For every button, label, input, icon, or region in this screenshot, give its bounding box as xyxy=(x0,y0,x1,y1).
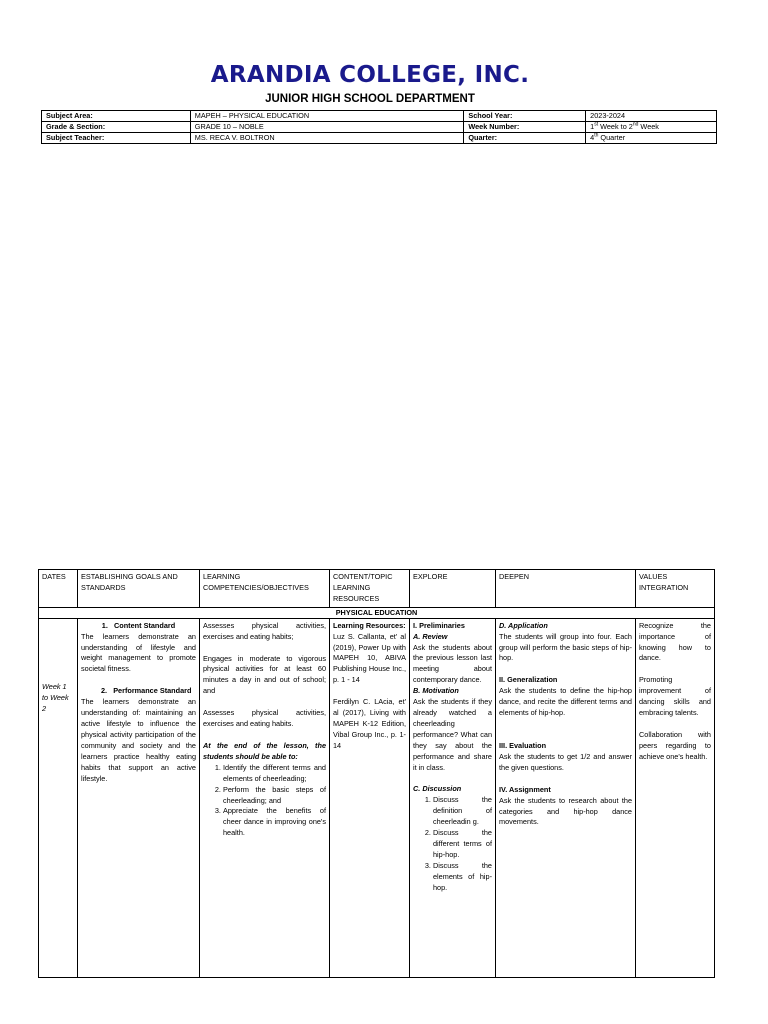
school-year-label: School Year: xyxy=(464,111,586,122)
section-title: PHYSICAL EDUCATION xyxy=(39,607,715,618)
subject-teacher-value: MS. RECA V. BOLTRON xyxy=(190,133,464,144)
values-cell xyxy=(636,618,715,977)
dates-text: Week 1 to Week 2 xyxy=(42,681,69,713)
objectives-lead: At the end of the lesson, the students should be able to: xyxy=(203,740,326,761)
objective-item: 3. Appreciate the benefits of cheer dance in improving one's health. xyxy=(223,806,326,839)
resources-title: Learning Resources: xyxy=(333,620,406,630)
content-standard-number: 1. xyxy=(101,620,108,630)
objective-item: 1. Identify the different terms and elements of cheerleading; xyxy=(223,763,326,785)
competencies-cell xyxy=(200,618,330,977)
motivation-title: B. Motivation xyxy=(413,686,459,696)
discussion-item: 2. Discuss the different terms of hip-hop. xyxy=(433,828,492,861)
week-middle-text: Week to xyxy=(598,122,629,131)
goals-cell xyxy=(78,618,200,977)
application-title: D. Application xyxy=(499,620,548,630)
info-row xyxy=(42,122,717,133)
header-content: CONTENT/TOPIC LEARNING RESOURCES xyxy=(330,570,410,608)
subject-area-value: MAPEH – PHYSICAL EDUCATION xyxy=(190,111,464,122)
objectives-list xyxy=(203,763,326,839)
assignment-title: IV. Assignment xyxy=(499,784,551,794)
section-row xyxy=(39,607,715,618)
motivation-text: Ask the students if they already watched a cheerleading performance? What can they say about the performance and share it in class. xyxy=(413,697,492,772)
header-competencies: LEARNING COMPETENCIES/OBJECTIVES xyxy=(200,570,330,608)
week-number-label: Week Number: xyxy=(464,122,586,133)
competency-2: Engages in moderate to vigorous physical activities for at least 60 minutes a day in and out of school; and xyxy=(203,653,326,696)
header-dates: DATES xyxy=(39,570,78,608)
generalization-text: Ask the students to define the hip-hop dance, and recite the different terms and elements of hip-hop. xyxy=(499,686,632,718)
value-2: Promoting improvement of dancing skills and embracing talents. xyxy=(639,675,711,718)
resource-2: Ferdilyn C. LAcia, et' al (2017), Living with MAPEH K-12 Edition, Vibal Group Inc., p. 1-14 xyxy=(333,697,406,750)
dates-cell xyxy=(39,618,78,977)
subject-teacher-label: Subject Teacher: xyxy=(42,133,191,144)
review-text: Ask the students about the previous lesson last meeting about contemporary dance. xyxy=(413,642,492,685)
deepen-cell xyxy=(496,618,636,977)
week-number-value xyxy=(586,122,717,133)
quarter-label: Quarter: xyxy=(464,133,586,144)
discussion-item: 1. Discuss the definition of cheerleadin g. xyxy=(433,795,492,828)
quarter-text: Quarter xyxy=(598,133,626,142)
info-row xyxy=(42,111,717,122)
content-standard-title xyxy=(81,621,196,632)
assignment-text: Ask the students to research about the categories and hip-hop dance movements. xyxy=(499,795,632,827)
week-start-number: 1 xyxy=(590,122,595,131)
subject-area-label: Subject Area: xyxy=(42,111,191,122)
school-year-value: 2023-2024 xyxy=(586,111,717,122)
evaluation-text: Ask the students to get 1/2 and answer the given questions. xyxy=(499,751,632,772)
info-table xyxy=(41,110,717,144)
value-3: Collaboration with peers regarding to achieve one's health. xyxy=(639,729,711,761)
header-goals: ESTABLISHING GOALS AND STANDARDS xyxy=(78,570,200,608)
header-explore: EXPLORE xyxy=(410,570,496,608)
explore-cell xyxy=(410,618,496,977)
info-row xyxy=(42,133,717,144)
week-end-number: 2 xyxy=(628,122,633,131)
department-title: JUNIOR HIGH SCHOOL DEPARTMENT xyxy=(265,93,475,105)
header-values: VALUES INTEGRATION xyxy=(636,570,715,608)
objective-item: 2. Perform the basic steps of cheerleading; and xyxy=(223,785,326,807)
discussion-title: C. Discussion xyxy=(413,784,462,794)
grade-section-label: Grade & Section: xyxy=(42,122,191,133)
evaluation-title: III. Evaluation xyxy=(499,740,547,750)
content-row xyxy=(39,618,715,977)
performance-standard-title xyxy=(81,686,196,697)
competency-1: Assesses physical activities, exercises and eating habits; xyxy=(203,620,326,641)
resources-cell xyxy=(330,618,410,977)
lesson-plan-table xyxy=(38,569,715,978)
week-end-text: Week xyxy=(638,122,659,131)
value-1: Recognize the importance of knowing how to dance. xyxy=(639,620,711,663)
performance-standard-number: 2. xyxy=(101,686,108,696)
discussion-item: 3. Discuss the elements of hip-hop. xyxy=(433,861,492,894)
quarter-number: 4 xyxy=(590,133,595,142)
week-start-suffix: st xyxy=(594,121,599,128)
performance-standard-heading: Performance Standard xyxy=(113,686,192,696)
quarter-suffix: th xyxy=(594,132,599,139)
grade-section-value: GRADE 10 – NOBLE xyxy=(190,122,464,133)
quarter-value xyxy=(586,133,717,144)
application-text: The students will group into four. Each group will perform the basic steps of hip-hop. xyxy=(499,631,632,663)
resource-1: Luz S. Callanta, et' al (2019), Power Up with MAPEH 10, ABIVA Publishing House Inc., p. 1 - 14 xyxy=(333,631,406,685)
competency-3: Assesses physical activities, exercises and eating habits. xyxy=(203,708,326,729)
header-deepen: DEEPEN xyxy=(496,570,636,608)
discussion-list xyxy=(413,795,492,893)
college-name: ARANDIA COLLEGE, INC. xyxy=(210,62,530,88)
content-standard-heading: Content Standard xyxy=(113,620,176,630)
performance-standard-text: The learners demonstrate an understanding of: maintaining an active lifestyle to influence the physical activity participation of the community and society and the learners practice healthy eating habits that support an active lifestyle. xyxy=(81,697,196,783)
content-standard-text: The learners demonstrate an understanding of lifestyle and weight management to promote societal fitness. xyxy=(81,631,196,674)
header-row xyxy=(39,570,715,608)
week-end-suffix: nd xyxy=(632,121,639,128)
review-title: A. Review xyxy=(413,631,448,641)
generalization-title: II. Generalization xyxy=(499,675,558,685)
preliminaries-title: I. Preliminaries xyxy=(413,620,465,630)
